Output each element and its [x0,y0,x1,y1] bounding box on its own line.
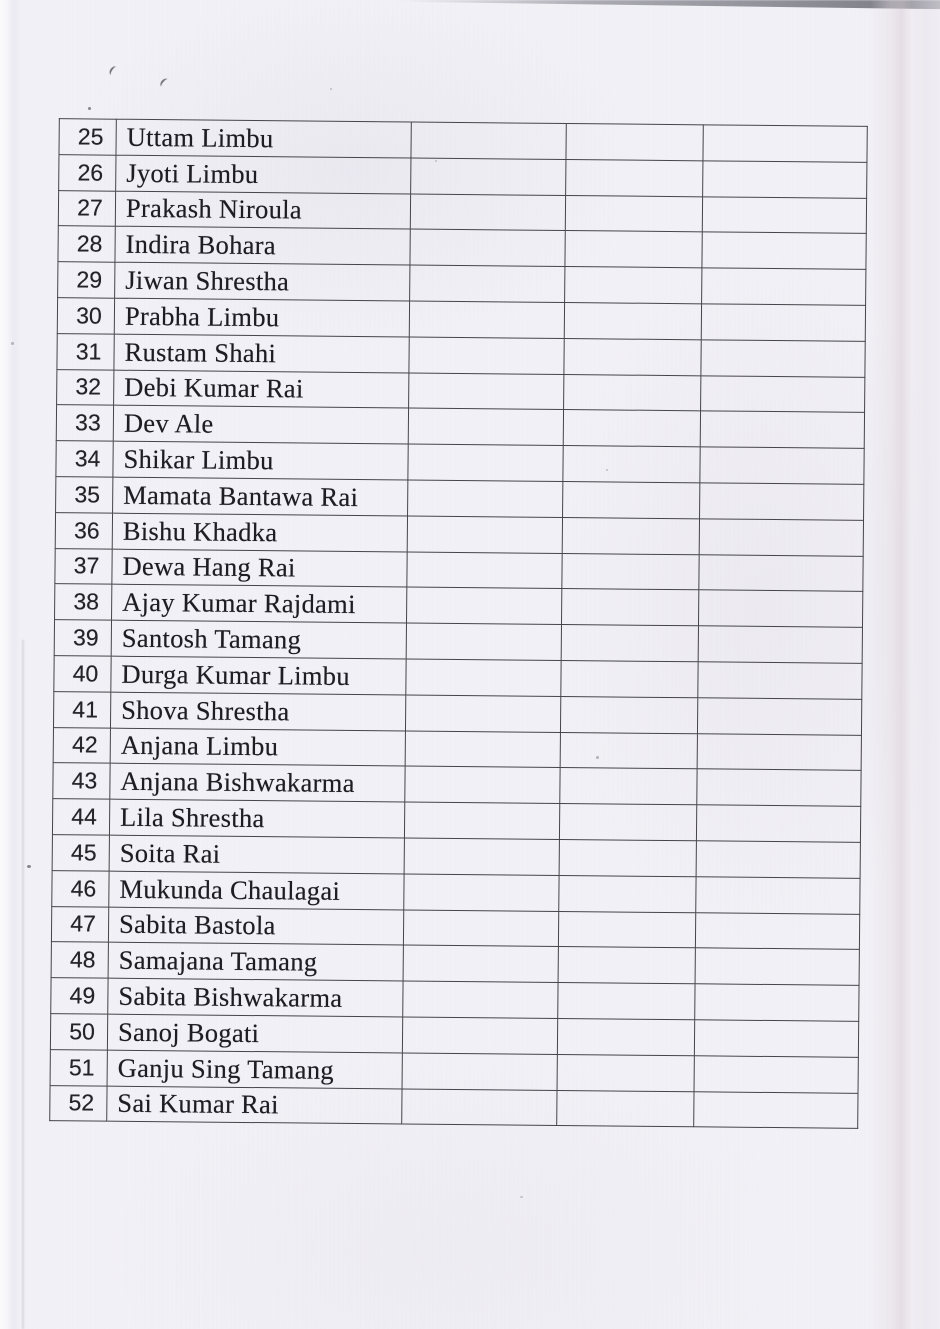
blank-cell-3 [694,1020,858,1057]
blank-cell-3 [695,912,859,949]
blank-cell-3 [700,483,864,520]
row-name-cell: Ajay Kumar Rajdami [112,585,407,624]
row-number-cell: 36 [55,512,112,548]
table-row [50,1085,858,1129]
scan-edge-shadow-top [400,0,940,10]
row-name-cell: Mukunda Chaulagai [109,871,404,910]
blank-cell-2 [562,517,699,554]
blank-cell-2 [558,947,695,984]
blank-cell-3 [700,411,864,448]
blank-cell-1 [409,301,564,338]
dust-speck [27,865,31,868]
row-number-cell: 49 [51,978,108,1014]
row-name-cell: Uttam Limbu [116,119,411,158]
row-number-cell: 28 [58,226,115,262]
dust-speck [330,88,332,90]
row-number-cell: 50 [50,1014,107,1050]
scan-edge-strip-left [0,0,20,1329]
row-number-cell: 33 [56,405,113,441]
blank-cell-2 [565,267,702,304]
blank-cell-1 [406,659,561,696]
roster-table-body [50,119,868,1129]
blank-cell-2 [565,195,702,232]
blank-cell-3 [699,519,863,556]
row-number-cell: 29 [58,262,115,298]
blank-cell-2 [561,660,698,697]
row-name-cell: Lila Shrestha [109,799,404,838]
row-name-cell: Indira Bohara [115,227,410,266]
row-number-cell: 35 [56,477,113,513]
blank-cell-2 [557,1018,694,1055]
blank-cell-2 [560,696,697,733]
row-name-cell: Shikar Limbu [113,441,408,480]
blank-cell-1 [409,373,564,410]
row-name-cell: Prabha Limbu [114,298,409,337]
blank-cell-3 [695,984,859,1021]
blank-cell-1 [410,265,565,302]
row-name-cell: Samajana Tamang [108,942,403,981]
roster-table [49,118,868,1129]
blank-cell-3 [699,554,863,591]
blank-cell-1 [407,587,562,624]
row-number-cell: 31 [57,333,114,369]
blank-cell-2 [560,732,697,769]
blank-cell-1 [408,480,563,517]
blank-cell-2 [561,625,698,662]
blank-cell-3 [703,161,867,198]
blank-cell-1 [406,623,561,660]
row-name-cell: Sabita Bastola [108,907,403,946]
blank-cell-3 [702,232,866,269]
row-number-cell: 26 [59,154,116,190]
blank-cell-1 [407,552,562,589]
dust-speck [11,342,14,345]
blank-cell-1 [407,516,562,553]
blank-cell-2 [564,338,701,375]
blank-cell-3 [702,268,866,305]
row-name-cell: Jyoti Limbu [116,155,411,194]
blank-cell-2 [563,446,700,483]
blank-cell-2 [562,553,699,590]
row-number-cell: 39 [54,620,111,656]
dust-speck [88,107,91,110]
blank-cell-3 [702,196,866,233]
row-name-cell: Dewa Hang Rai [112,549,407,588]
blank-cell-3 [701,340,865,377]
blank-cell-2 [558,911,695,948]
blank-cell-1 [411,158,566,195]
blank-cell-2 [564,374,701,411]
blank-cell-2 [566,159,703,196]
blank-cell-3 [698,626,862,663]
row-name-cell: Ganju Sing Tamang [107,1050,402,1089]
blank-cell-3 [697,733,861,770]
row-number-cell: 44 [52,799,109,835]
row-number-cell: 40 [54,656,111,692]
blank-cell-3 [700,447,864,484]
row-number-cell: 30 [57,298,114,334]
row-name-cell: Sanoj Bogati [107,1014,402,1053]
blank-cell-1 [405,766,560,803]
row-number-cell: 46 [52,870,109,906]
row-number-cell: 41 [53,691,110,727]
blank-cell-1 [402,1017,557,1054]
row-number-cell: 27 [58,190,115,226]
blank-cell-3 [697,769,861,806]
blank-cell-3 [696,877,860,914]
row-number-cell: 45 [52,835,109,871]
blank-cell-1 [404,874,559,911]
row-name-cell: Rustam Shahi [114,334,409,373]
dust-speck [520,1196,523,1198]
blank-cell-3 [701,375,865,412]
blank-cell-1 [405,731,560,768]
blank-cell-1 [408,408,563,445]
blank-cell-1 [403,981,558,1018]
row-number-cell: 25 [59,119,116,155]
blank-cell-2 [560,768,697,805]
blank-cell-2 [557,1090,694,1127]
row-number-cell: 47 [51,906,108,942]
page-crease-left [22,640,24,1329]
row-name-cell: Shova Shrestha [110,692,405,731]
blank-cell-3 [698,662,862,699]
blank-cell-3 [697,698,861,735]
pen-mark [159,77,171,89]
blank-cell-1 [402,1053,557,1090]
row-name-cell: Jiwan Shrestha [115,262,410,301]
row-number-cell: 37 [55,548,112,584]
row-name-cell: Anjana Limbu [110,728,405,767]
blank-cell-2 [559,875,696,912]
blank-cell-3 [695,948,859,985]
blank-cell-1 [409,337,564,374]
blank-cell-2 [563,410,700,447]
row-name-cell: Debi Kumar Rai [114,370,409,409]
row-number-cell: 48 [51,942,108,978]
scan-streaks-right [870,0,940,1329]
row-name-cell: Sabita Bishwakarma [108,978,403,1017]
row-name-cell: Sai Kumar Rai [107,1086,402,1125]
blank-cell-2 [559,839,696,876]
blank-cell-1 [404,802,559,839]
row-number-cell: 32 [57,369,114,405]
blank-cell-2 [564,302,701,339]
blank-cell-2 [566,124,703,161]
row-name-cell: Soita Rai [109,835,404,874]
blank-cell-2 [563,481,700,518]
blank-cell-1 [411,122,566,159]
row-name-cell: Bishu Khadka [112,513,407,552]
row-number-cell: 38 [55,584,112,620]
row-number-cell: 52 [50,1085,107,1121]
pen-mark [108,65,119,77]
blank-cell-1 [410,229,565,266]
blank-cell-1 [404,838,559,875]
row-name-cell: Mamata Bantawa Rai [113,477,408,516]
row-name-cell: Prakash Niroula [115,191,410,230]
blank-cell-3 [694,1091,858,1128]
blank-cell-3 [696,805,860,842]
row-number-cell: 34 [56,441,113,477]
blank-cell-1 [403,945,558,982]
blank-cell-1 [405,695,560,732]
blank-cell-2 [558,983,695,1020]
row-name-cell: Anjana Bishwakarma [110,764,405,803]
blank-cell-2 [565,231,702,268]
blank-cell-3 [694,1056,858,1093]
row-name-cell: Santosh Tamang [111,620,406,659]
row-number-cell: 42 [53,727,110,763]
blank-cell-3 [698,590,862,627]
blank-cell-2 [561,589,698,626]
row-number-cell: 43 [53,763,110,799]
row-number-cell: 51 [50,1049,107,1085]
blank-cell-2 [559,804,696,841]
blank-cell-2 [557,1054,694,1091]
blank-cell-1 [408,444,563,481]
row-name-cell: Durga Kumar Limbu [111,656,406,695]
row-name-cell: Dev Ale [113,406,408,445]
blank-cell-1 [403,910,558,947]
blank-cell-1 [410,194,565,231]
blank-cell-3 [701,304,865,341]
blank-cell-3 [703,125,867,162]
blank-cell-3 [696,841,860,878]
blank-cell-1 [402,1088,557,1125]
